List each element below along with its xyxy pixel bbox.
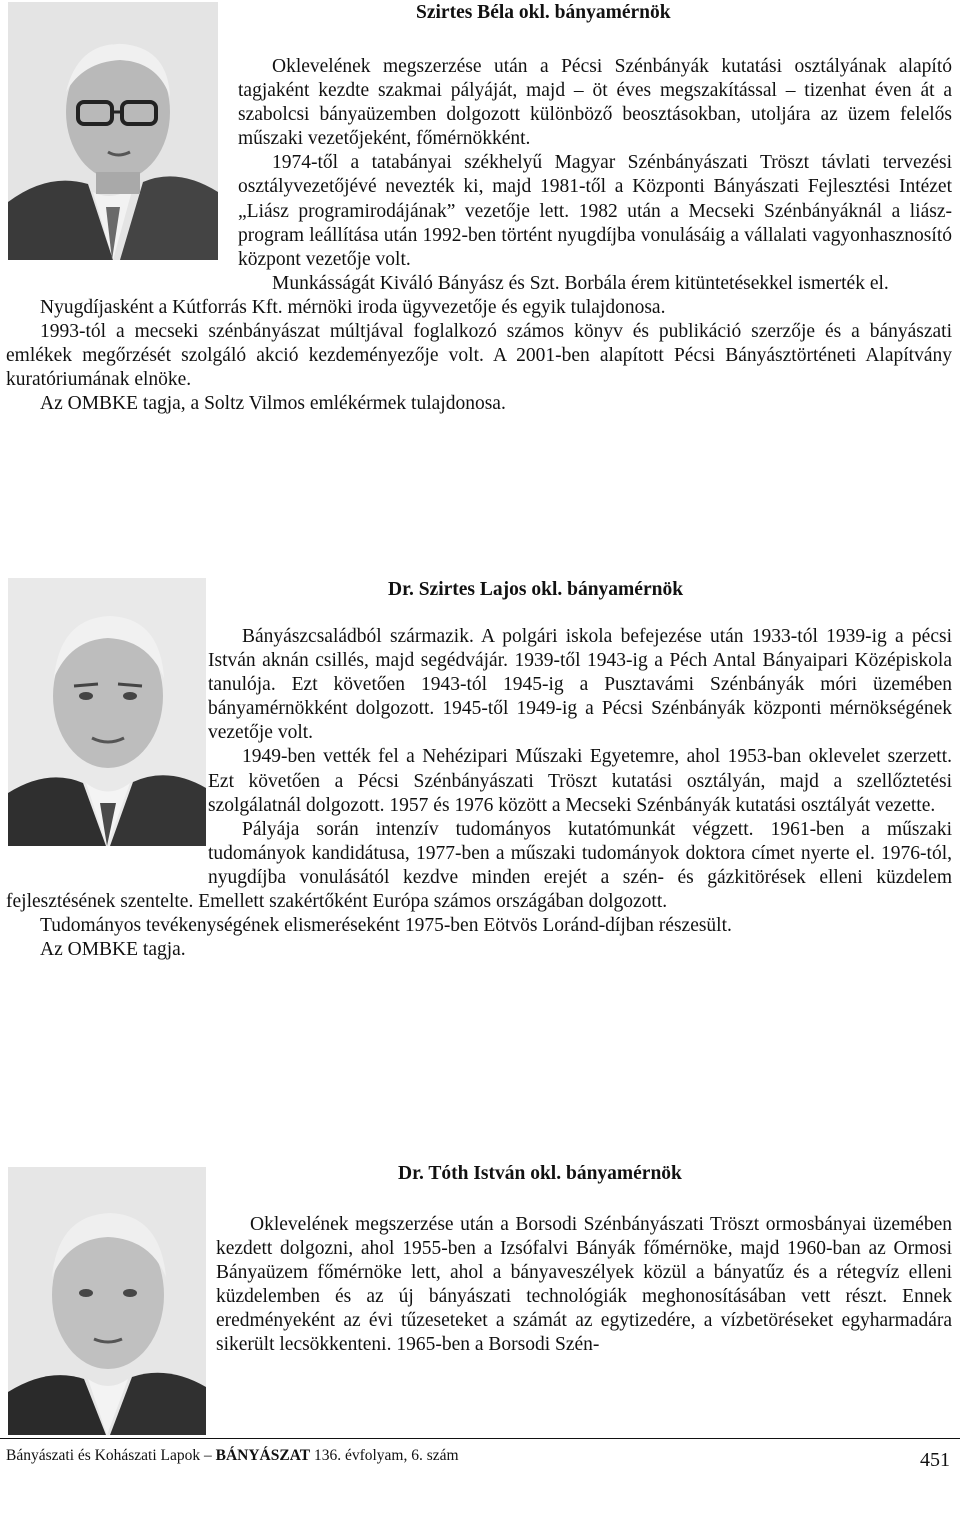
biography-szirtes-bela [0, 0, 960, 520]
journal-citation [6, 1447, 459, 1465]
person-name: Szirtes Béla okl. bányamérnök [416, 2, 671, 23]
biography-szirtes-lajos [0, 570, 960, 1090]
biography-text [6, 55, 952, 416]
journal-name: BÁNYÁSZAT [215, 1447, 311, 1464]
biography-toth-istvan [0, 1155, 960, 1390]
paragraph: Oklevelének megszerzése után a Borsodi Szénbányászati Tröszt ormosbányai üzemében kezdett dolgozni, ahol 1955-ben a Izsófalvi Bányák főmérnöke, majd 1960-ban az Ormosi Bányaüzem főmérnöke lett, ahol a bányaveszélyek közül a bányatűz és a rétegvíz elleni küzdelemben és az új bányászati technológiák meghonosításában vett részt. Ennek eredményeként az évi tűzeseteket a számát az egytizedére, a vízbetöréseket egyharmadára sikerült lecsökkenteni. 1965-ben a Borsodi Szén- [216, 1214, 952, 1356]
paragraph: Nyugdíjasként a Kútforrás Kft. mérnöki iroda ügyvezetője és egyik tulajdonosa. [40, 296, 666, 318]
paragraph: Tudományos tevékenységének elismeréseként 1975-ben Eötvös Loránd-díjban részesült. [40, 915, 732, 937]
journal-issue: 136. évfolyam, 6. szám [313, 1447, 459, 1464]
page-number: 451 [920, 1449, 950, 1471]
paragraph: Az OMBKE tagja, a Soltz Vilmos emlékérmek tulajdonosa. [40, 393, 506, 415]
paragraph: Munkásságát Kiváló Bányász és Szt. Borbála érem kitüntetésekkel ismerték el. [272, 272, 889, 294]
journal-prefix: Bányászati és Kohászati Lapok – [6, 1447, 212, 1464]
paragraph: Oklevelének megszerzése után a Pécsi Szénbányák kutatási osztályának alapító tagjaként kezdte szakmai pályáját, majd – öt éves megszakítással – tizenhat éven át a szabolcsi bányaüzemben dolgozott különböző beosztásokban, utoljára az üzem felelős műszaki vezetőjeként, főmérnökként. [238, 56, 952, 150]
paragraph: 1949-ben vették fel a Nehézipari Műszaki Egyetemre, ahol 1953-ban oklevelet szerzett. Ezt követően a Pécsi Szénbányászati Tröszt kutatási osztályán, majd a szellőztetési szolgálatnál dolgozott. 1957 és 1976 között a Mecseki Szénbányák kutatási osztályát vezette. [208, 746, 952, 816]
person-name: Dr. Tóth István okl. bányamérnök [398, 1163, 682, 1184]
paragraph: Pályája során intenzív tudományos kutatómunkát végzett. 1961-ben a műszaki tudományok kandidátusa, 1977-ben a műszaki tudományok doktora címet nyerte el. 1976-tól, nyugdíjba vonulásától kezdve minden erejét a szén- és gázkitörések elleni küzdelem fejlesztésének szentelte. Emellett szakértőként Európa számos országában dolgozott. [6, 818, 952, 913]
page-footer [0, 1438, 960, 1478]
biography-text [6, 625, 952, 962]
paragraph: 1993-tól a mecseki szénbányászat múltjával foglalkozó számos könyv és publikáció szerzője és a bányászati emlékek megőrzését szolgáló akció kezdeményezője volt. A 2001-ben alapított Pécsi Bányásztörténeti Alapítvány kuratóriumának elnöke. [6, 321, 952, 391]
paragraph: 1974-től a tatabányai székhelyű Magyar Szénbányászati Tröszt távlati tervezési osztályvezetőjévé nevezték ki, majd 1981-től a Központi Bányászati Fejlesztési Intézet „Liász programirodájának” vezetője lett. 1982 után a Mecseki Szénbányáknál a liász-program leállítása után 1992-ben történt nyugdíjba vonulásáig a vállalati vagyonhasznosító központ vezetője volt. [238, 152, 952, 270]
paragraph: Az OMBKE tagja. [40, 939, 186, 961]
paragraph: Bányászcsaládból származik. A polgári iskola befejezése után 1933-tól 1939-ig a pécsi István aknán csillés, majd segédvájár. 1939-től 1943-ig a Péch Antal Bányaipari Középiskola tanulója. Ezt követően 1943-tól 1945-ig a Pusztavámi Szénbányák móri üzemében bányamérnökként dolgozott. 1945-től 1949-ig a Pécsi Szénbányák központi mérnökségének vezetője volt. [208, 626, 952, 744]
person-name: Dr. Szirtes Lajos okl. bányamérnök [388, 579, 684, 600]
